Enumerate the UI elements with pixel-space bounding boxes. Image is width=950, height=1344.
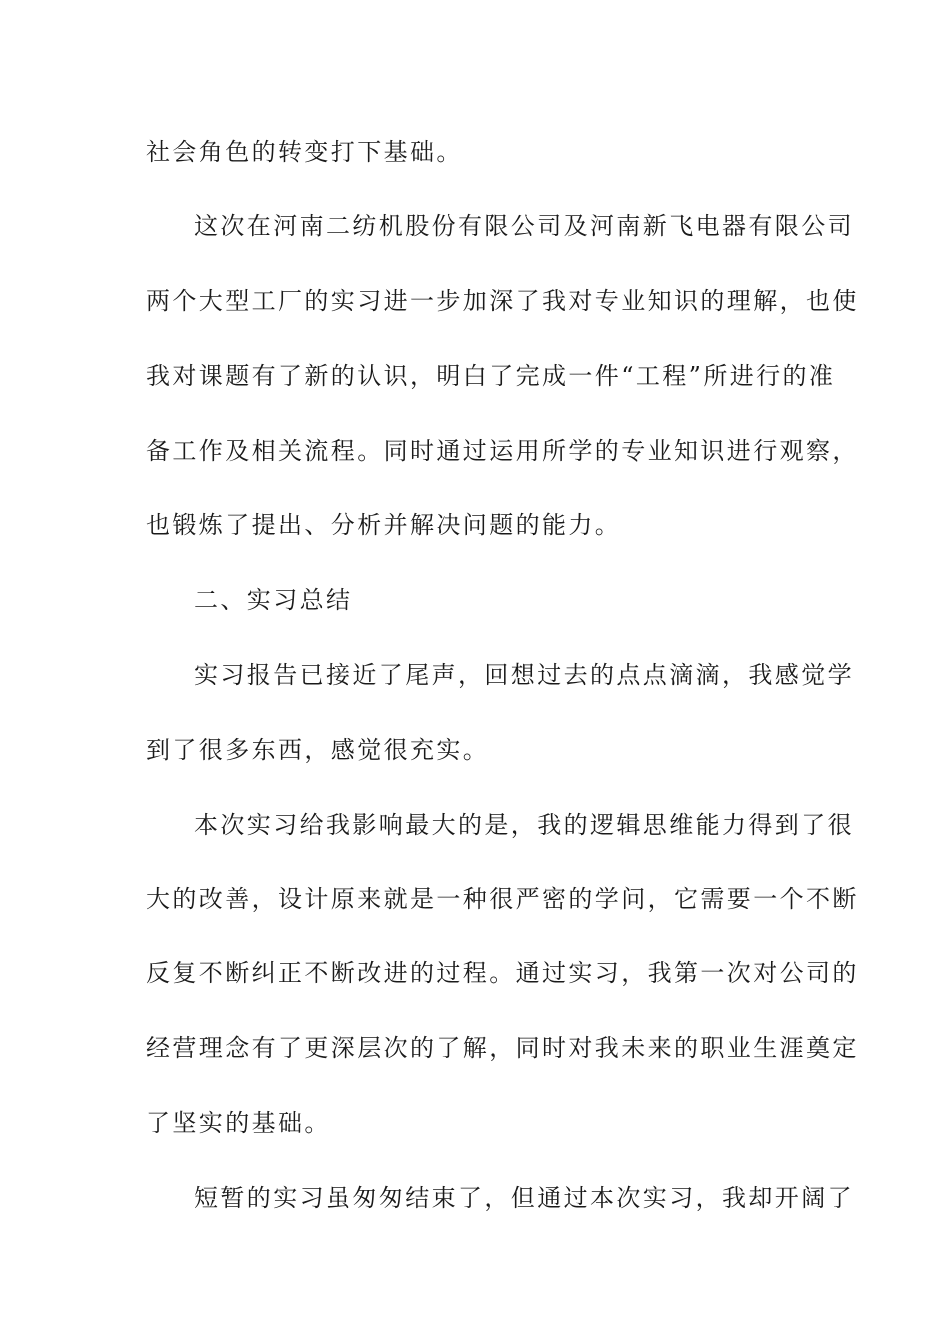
paragraph-line: 社会角色的转变打下基础。 xyxy=(146,138,463,166)
paragraph-line: 本次实习给我影响最大的是，我的逻辑思维能力得到了很 xyxy=(194,811,854,839)
paragraph-line: 备工作及相关流程。同时通过运用所学的专业知识进行观察， xyxy=(146,437,859,465)
paragraph-line: 反复不断纠正不断改进的过程。通过实习，我第一次对公司的 xyxy=(146,959,859,987)
paragraph-line: 两个大型工厂的实习进一步加深了我对专业知识的理解，也使 xyxy=(146,287,859,315)
paragraph-line: 也锻炼了提出、分析并解决问题的能力。 xyxy=(146,511,622,539)
paragraph-line: 短暂的实习虽匆匆结束了，但通过本次实习，我却开阔了 xyxy=(194,1184,854,1212)
paragraph-line: 经营理念有了更深层次的了解，同时对我未来的职业生涯奠定 xyxy=(146,1034,859,1062)
section-heading: 二、实习总结 xyxy=(194,586,353,614)
paragraph-line: 实习报告已接近了尾声，回想过去的点点滴滴，我感觉学 xyxy=(194,661,854,689)
paragraph-line: 到了很多东西，感觉很充实。 xyxy=(146,736,490,764)
paragraph-line: 了坚实的基础。 xyxy=(146,1109,331,1137)
paragraph-line: 大的改善，设计原来就是一种很严密的学问，它需要一个不断 xyxy=(146,885,859,913)
paragraph-line: 我对课题有了新的认识，明白了完成一件“工程”所进行的准 xyxy=(146,362,836,390)
paragraph-line: 这次在河南二纺机股份有限公司及河南新飞电器有限公司 xyxy=(194,212,854,240)
